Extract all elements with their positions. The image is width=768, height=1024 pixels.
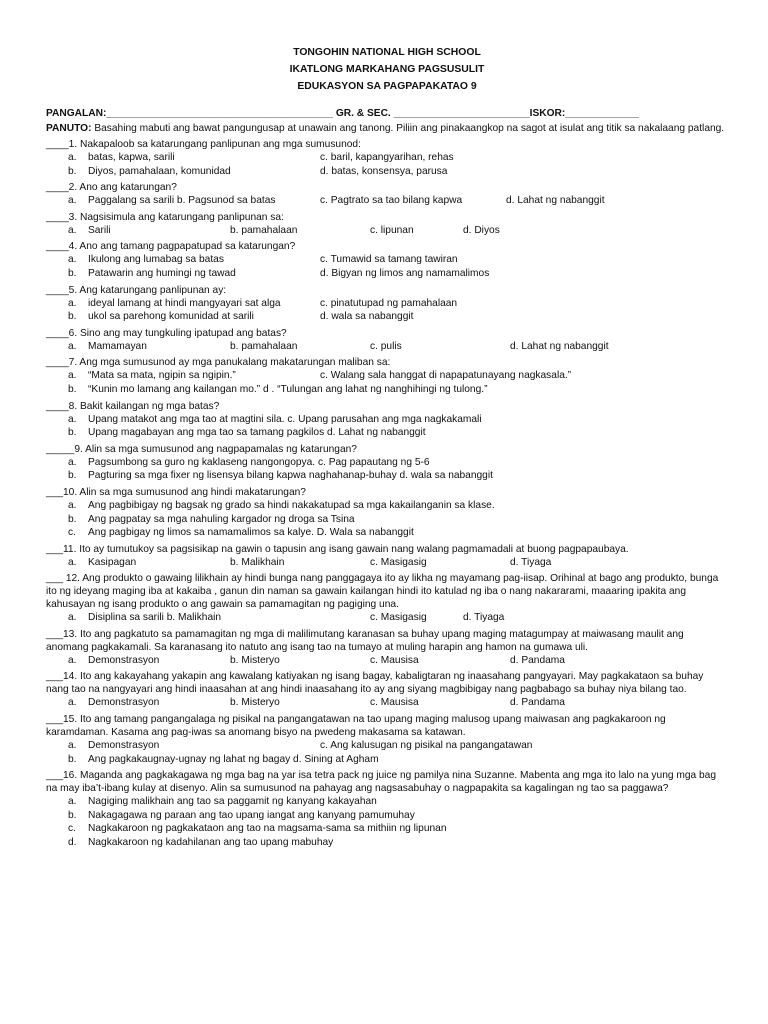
- choice-row: [46, 297, 728, 311]
- choice-option[interactable]: Sarili: [88, 224, 111, 236]
- choice-option[interactable]: b. pamahalaan: [230, 224, 298, 236]
- choice-letter: a.: [68, 556, 77, 568]
- choice-letter: d.: [68, 837, 77, 849]
- choice-option[interactable]: “Kunin mo lamang ang kailangan mo.” d . “Tulungan ang lahat ng nanghihingi ng tulong.”: [88, 383, 488, 395]
- choice-option[interactable]: c. Mausisa: [370, 654, 419, 666]
- choice-option[interactable]: Ang pagpatay sa mga nahuling kargador ng droga sa Tsina: [88, 513, 355, 525]
- question-item: [46, 628, 728, 668]
- choice-option[interactable]: d. Lahat ng nabanggit: [506, 195, 605, 207]
- choice-option[interactable]: d. Tiyaga: [463, 612, 505, 624]
- choice-option[interactable]: b. Misteryo: [230, 697, 280, 709]
- question-text: ___ 12. Ang produkto o gawaing lilikhain ay hindi bunga nang panggagaya ito ay likha ng mayamang pag-iisap. Orihinal at bago ang produkto, bunga ito ng ideyang maging iba at kakaiba , ganun din naman sa gawain kailangan hindi ito katulad ng iba o nang nakararami, maaaring ipakita ang kahusayan ng isang produkto o ang gawain sa pamamagitan ng pagiging una.: [46, 573, 719, 611]
- question-text: ____1. Nakapaloob sa katarungang panlipunan ang mga sumusunod:: [46, 139, 361, 150]
- choice-option[interactable]: c. pulis: [370, 340, 402, 352]
- choice-option[interactable]: Demonstrasyon: [88, 697, 160, 709]
- choice-option[interactable]: Demonstrasyon: [88, 654, 160, 666]
- school-name: TONGOHIN NATIONAL HIGH SCHOOL: [293, 47, 481, 58]
- choice-option[interactable]: c. Mausisa: [370, 697, 419, 709]
- choice-letter: a.: [68, 340, 77, 352]
- subject-title: EDUKASYON SA PAGPAPAKATAO 9: [297, 81, 477, 92]
- choice-row: [46, 556, 728, 570]
- choice-option[interactable]: Pagturing sa mga fixer ng lisensya bilang kapwa naghahanap-buhay d. wala sa nabanggit: [88, 470, 493, 482]
- choice-letter: a.: [68, 697, 77, 709]
- question-item: [46, 356, 728, 396]
- choice-option[interactable]: Upang magabayan ang mga tao sa tamang pagkilos d. Lahat ng nabanggit: [88, 427, 426, 439]
- choice-letter: b.: [68, 470, 77, 482]
- choice-option[interactable]: Upang matakot ang mga tao at magtini sila. c. Upang parusahan ang mga nagkakamali: [88, 413, 482, 425]
- choice-option[interactable]: Nagkakaroon ng kadahilanan ang tao upang mabuhay: [88, 837, 334, 849]
- choice-letter: a.: [68, 654, 77, 666]
- choice-letter: b.: [68, 513, 77, 525]
- choice-option[interactable]: Ikulong ang lumabag sa batas: [88, 254, 224, 266]
- question-list: [46, 138, 728, 850]
- choice-option[interactable]: batas, kapwa, sarili: [88, 152, 175, 163]
- choice-row: [46, 654, 728, 668]
- choice-row: [46, 513, 728, 527]
- question-item: [46, 240, 728, 280]
- choice-row: [46, 696, 728, 710]
- choice-row: [46, 611, 728, 625]
- choice-option[interactable]: d. Tiyaga: [510, 556, 552, 568]
- question-text: ___16. Maganda ang pagkakagawa ng mga bag na yar isa tetra pack ng juice ng pamilya nina Suzanne. Mabenta ang mga ito lalo na yung mga bag na may iba’t-ibang kulay at disenyo. Alin sa sumusunod na pahayag ang nagsasabuhay o nagpapakita sa kagalingan ng tao sa paggawa?: [46, 770, 717, 795]
- choice-letter: b.: [68, 753, 77, 765]
- choice-option[interactable]: b. Misteryo: [230, 654, 280, 666]
- choice-option[interactable]: Diyos, pamahalaan, komunidad: [88, 165, 231, 177]
- choice-row: [46, 340, 728, 354]
- question-item: [46, 572, 728, 625]
- question-item: [46, 443, 728, 483]
- choice-row: [46, 224, 728, 238]
- choice-option[interactable]: c. baril, kapangyarihan, rehas: [320, 152, 454, 163]
- question-text: _____9. Alin sa mga sumusunod ang nagpapamalas ng katarungan?: [46, 443, 357, 455]
- choice-letter: a.: [68, 224, 77, 236]
- question-text: ___13. Ito ang pagkatuto sa pamamagitan ng mga di malilimutang karanasan sa buhay upang maging matagumpay at maiwasang maulit ang anomang pagkakamali. Sa karanasang ito natuto ang isang tao na tumayo at muling harapin ang hamon na gumawa uli.: [46, 628, 684, 653]
- choice-row: [46, 822, 728, 836]
- choice-letter: b.: [68, 427, 77, 439]
- exam-title: IKATLONG MARKAHANG PAGSUSULIT: [289, 64, 485, 75]
- choice-row: [46, 165, 728, 179]
- choice-option[interactable]: d. batas, konsensya, parusa: [320, 165, 448, 177]
- choice-row: [46, 739, 728, 753]
- choice-row: [46, 526, 728, 540]
- question-item: [46, 400, 728, 440]
- choice-option[interactable]: c. pinatutupad ng pamahalaan: [320, 297, 458, 309]
- choice-option[interactable]: d. Pandama: [510, 697, 565, 709]
- choice-option[interactable]: c. Masigasig: [370, 612, 427, 624]
- question-item: [46, 211, 728, 238]
- choice-letter: b.: [68, 809, 77, 821]
- choice-letter: a.: [68, 796, 77, 808]
- choice-letter: a.: [68, 297, 77, 309]
- choice-option[interactable]: d. Bigyan ng limos ang namamalimos: [320, 267, 490, 279]
- choice-row: [46, 253, 728, 267]
- choice-option[interactable]: c. Tumawid sa tamang tawiran: [320, 254, 458, 266]
- choice-row: [46, 267, 728, 281]
- choice-letter: a.: [68, 254, 77, 266]
- choice-option[interactable]: Patawarin ang humingi ng tawad: [88, 267, 236, 279]
- choice-option[interactable]: c. Ang kalusugan ng pisikal na pangangatawan: [320, 740, 533, 752]
- choice-option[interactable]: c. Masigasig: [370, 556, 427, 568]
- choice-letter: b.: [68, 383, 77, 395]
- choice-row: [46, 151, 728, 165]
- choice-row: [46, 836, 728, 850]
- question-text: ____6. Sino ang may tungkuling ipatupad ang batas?: [46, 327, 287, 339]
- choice-option[interactable]: b. pamahalaan: [230, 340, 298, 352]
- score-line[interactable]: _____________: [565, 108, 639, 119]
- choice-letter: a.: [68, 152, 77, 163]
- choice-row: [46, 426, 728, 440]
- choice-option[interactable]: ideyal lamang at hindi mangyayari sat alga: [88, 297, 281, 309]
- question-text: ____4. Ano ang tamang pagpapatupad sa katarungan?: [46, 241, 296, 253]
- question-text: ____3. Nagsisimula ang katarungang panlipunan sa:: [46, 211, 284, 223]
- choice-option[interactable]: d. Pandama: [510, 654, 565, 666]
- choice-option[interactable]: d. Diyos: [463, 224, 500, 236]
- choice-option[interactable]: ukol sa parehong komunidad at sarili: [88, 311, 254, 323]
- question-item: [46, 713, 728, 766]
- question-text: ___15. Ito ang tamang pangangalaga ng pisikal na pangangatawan na tao upang maging malusog upang maiwasan ang pagkakaroon ng karamdaman. Kasama ang pag-iwas sa anomang bisyo na pwedeng makasama sa katawan.: [46, 714, 666, 739]
- choice-row: [46, 194, 728, 208]
- choice-option[interactable]: Nagiging malikhain ang tao sa paggamit ng kanyang kakayahan: [88, 796, 377, 808]
- choice-option[interactable]: Ang pagbigay ng limos sa namamalimos sa kalye. D. Wala sa nabanggit: [88, 527, 414, 539]
- question-item: [46, 543, 728, 570]
- choice-row: [46, 383, 728, 397]
- question-item: [46, 284, 728, 324]
- choice-letter: c.: [68, 823, 76, 835]
- question-text: ___11. Ito ay tumutukoy sa pagsisikap na gawin o tapusin ang isang gawain nang walang pagmamadali at buong pagpapaubaya.: [46, 543, 629, 555]
- choice-letter: b.: [68, 165, 77, 177]
- choice-option[interactable]: Mamamayan: [88, 340, 147, 352]
- choice-option[interactable]: d. wala sa nabanggit: [320, 311, 414, 323]
- question-text: ___14. Ito ang kakayahang yakapin ang kawalang katiyakan ng isang bagay, kabaligtaran ng inaasahang pangyayari. May pagkakataon sa buhay nang tao na nangyayari ang hindi inaasahan at ang hindi inaasahang ito ay ang siyang magbibigay nang pagbabago sa buhay niya bilang tao.: [46, 671, 704, 696]
- question-item: [46, 181, 728, 208]
- choice-letter: b.: [68, 311, 77, 323]
- grade-label: GR. & SEC.: [335, 108, 391, 119]
- instructions: [46, 122, 728, 135]
- choice-option[interactable]: b. Malikhain: [230, 556, 285, 568]
- choice-row: [46, 369, 728, 383]
- choice-option[interactable]: “Mata sa mata, ngipin sa ngipin.”: [88, 370, 236, 382]
- choice-option[interactable]: Kasipagan: [88, 556, 137, 568]
- choice-option[interactable]: c. lipunan: [370, 224, 414, 236]
- instructions-text: Basahing mabuti ang bawat pangungusap at unawain ang tanong. Piliin ang pinakaangkop na sagot at isulat ang titik sa nakalaang patlang.: [94, 123, 725, 134]
- choice-option[interactable]: Ang pagkakaugnay-ugnay ng lahat ng bagay d. Sining at Agham: [88, 753, 379, 765]
- question-item: [46, 670, 728, 710]
- choice-row: [46, 795, 728, 809]
- choice-option[interactable]: c. Walang sala hanggat di napapatunayang nagkasala.”: [320, 370, 572, 382]
- question-text: ____2. Ano ang katarungan?: [46, 182, 177, 194]
- instructions-label: PANUTO:: [46, 123, 92, 134]
- question-item: [46, 486, 728, 540]
- choice-option[interactable]: c. Pagtrato sa tao bilang kapwa: [320, 195, 463, 207]
- choice-letter: c.: [68, 527, 76, 539]
- question-text: ____5. Ang katarungang panlipunan ay:: [46, 284, 227, 296]
- exam-header: [46, 44, 728, 95]
- choice-row: [46, 753, 728, 767]
- question-item: [46, 769, 728, 849]
- question-text: ____8. Bakit kailangan ng mga batas?: [46, 400, 220, 412]
- choice-letter: a.: [68, 612, 77, 624]
- choice-letter: a.: [68, 413, 77, 425]
- choice-row: [46, 413, 728, 427]
- choice-option[interactable]: d. Lahat ng nabanggit: [510, 340, 609, 352]
- choice-option[interactable]: Ang pagbibigay ng bagsak ng grado sa hindi nakakatupad sa mga kakailanganin sa klase.: [88, 499, 495, 511]
- choice-option[interactable]: Demonstrasyon: [88, 740, 160, 752]
- choice-letter: a.: [68, 456, 77, 468]
- choice-row: [46, 469, 728, 483]
- question-item: [46, 138, 728, 178]
- question-item: [46, 327, 728, 354]
- student-fields: [46, 107, 728, 120]
- choice-option[interactable]: Nakagagawa ng paraan ang tao upang iangat ang kanyang pamumuhay: [88, 809, 415, 821]
- choice-letter: a.: [68, 195, 77, 207]
- score-label: ISKOR:: [529, 108, 566, 119]
- question-text: ___10. Alin sa mga sumusunod ang hindi makatarungan?: [46, 486, 306, 498]
- choice-option[interactable]: Nagkakaroon ng pagkakataon ang tao na magsama-sama sa mithiin ng lipunan: [88, 823, 447, 835]
- choice-row: [46, 456, 728, 470]
- choice-letter: a.: [68, 740, 77, 752]
- grade-line[interactable]: ________________________: [393, 108, 530, 119]
- choice-option[interactable]: Disiplina sa sarili b. Malikhain: [88, 612, 222, 624]
- choice-row: [46, 310, 728, 324]
- choice-letter: a.: [68, 499, 77, 511]
- choice-option[interactable]: Pagsumbong sa guro ng kaklaseng nangongopya. c. Pag papautang ng 5-6: [88, 456, 430, 468]
- name-label: PANGALAN:: [46, 108, 107, 119]
- choice-option[interactable]: Paggalang sa sarili b. Pagsunod sa batas: [88, 195, 276, 207]
- choice-row: [46, 809, 728, 823]
- choice-row: [46, 499, 728, 513]
- name-line[interactable]: ________________________________________: [106, 108, 334, 119]
- question-text: ____7. Ang mga sumusunod ay mga panukalang makatarungan maliban sa:: [46, 357, 391, 369]
- choice-letter: a.: [68, 370, 77, 382]
- choice-letter: b.: [68, 267, 77, 279]
